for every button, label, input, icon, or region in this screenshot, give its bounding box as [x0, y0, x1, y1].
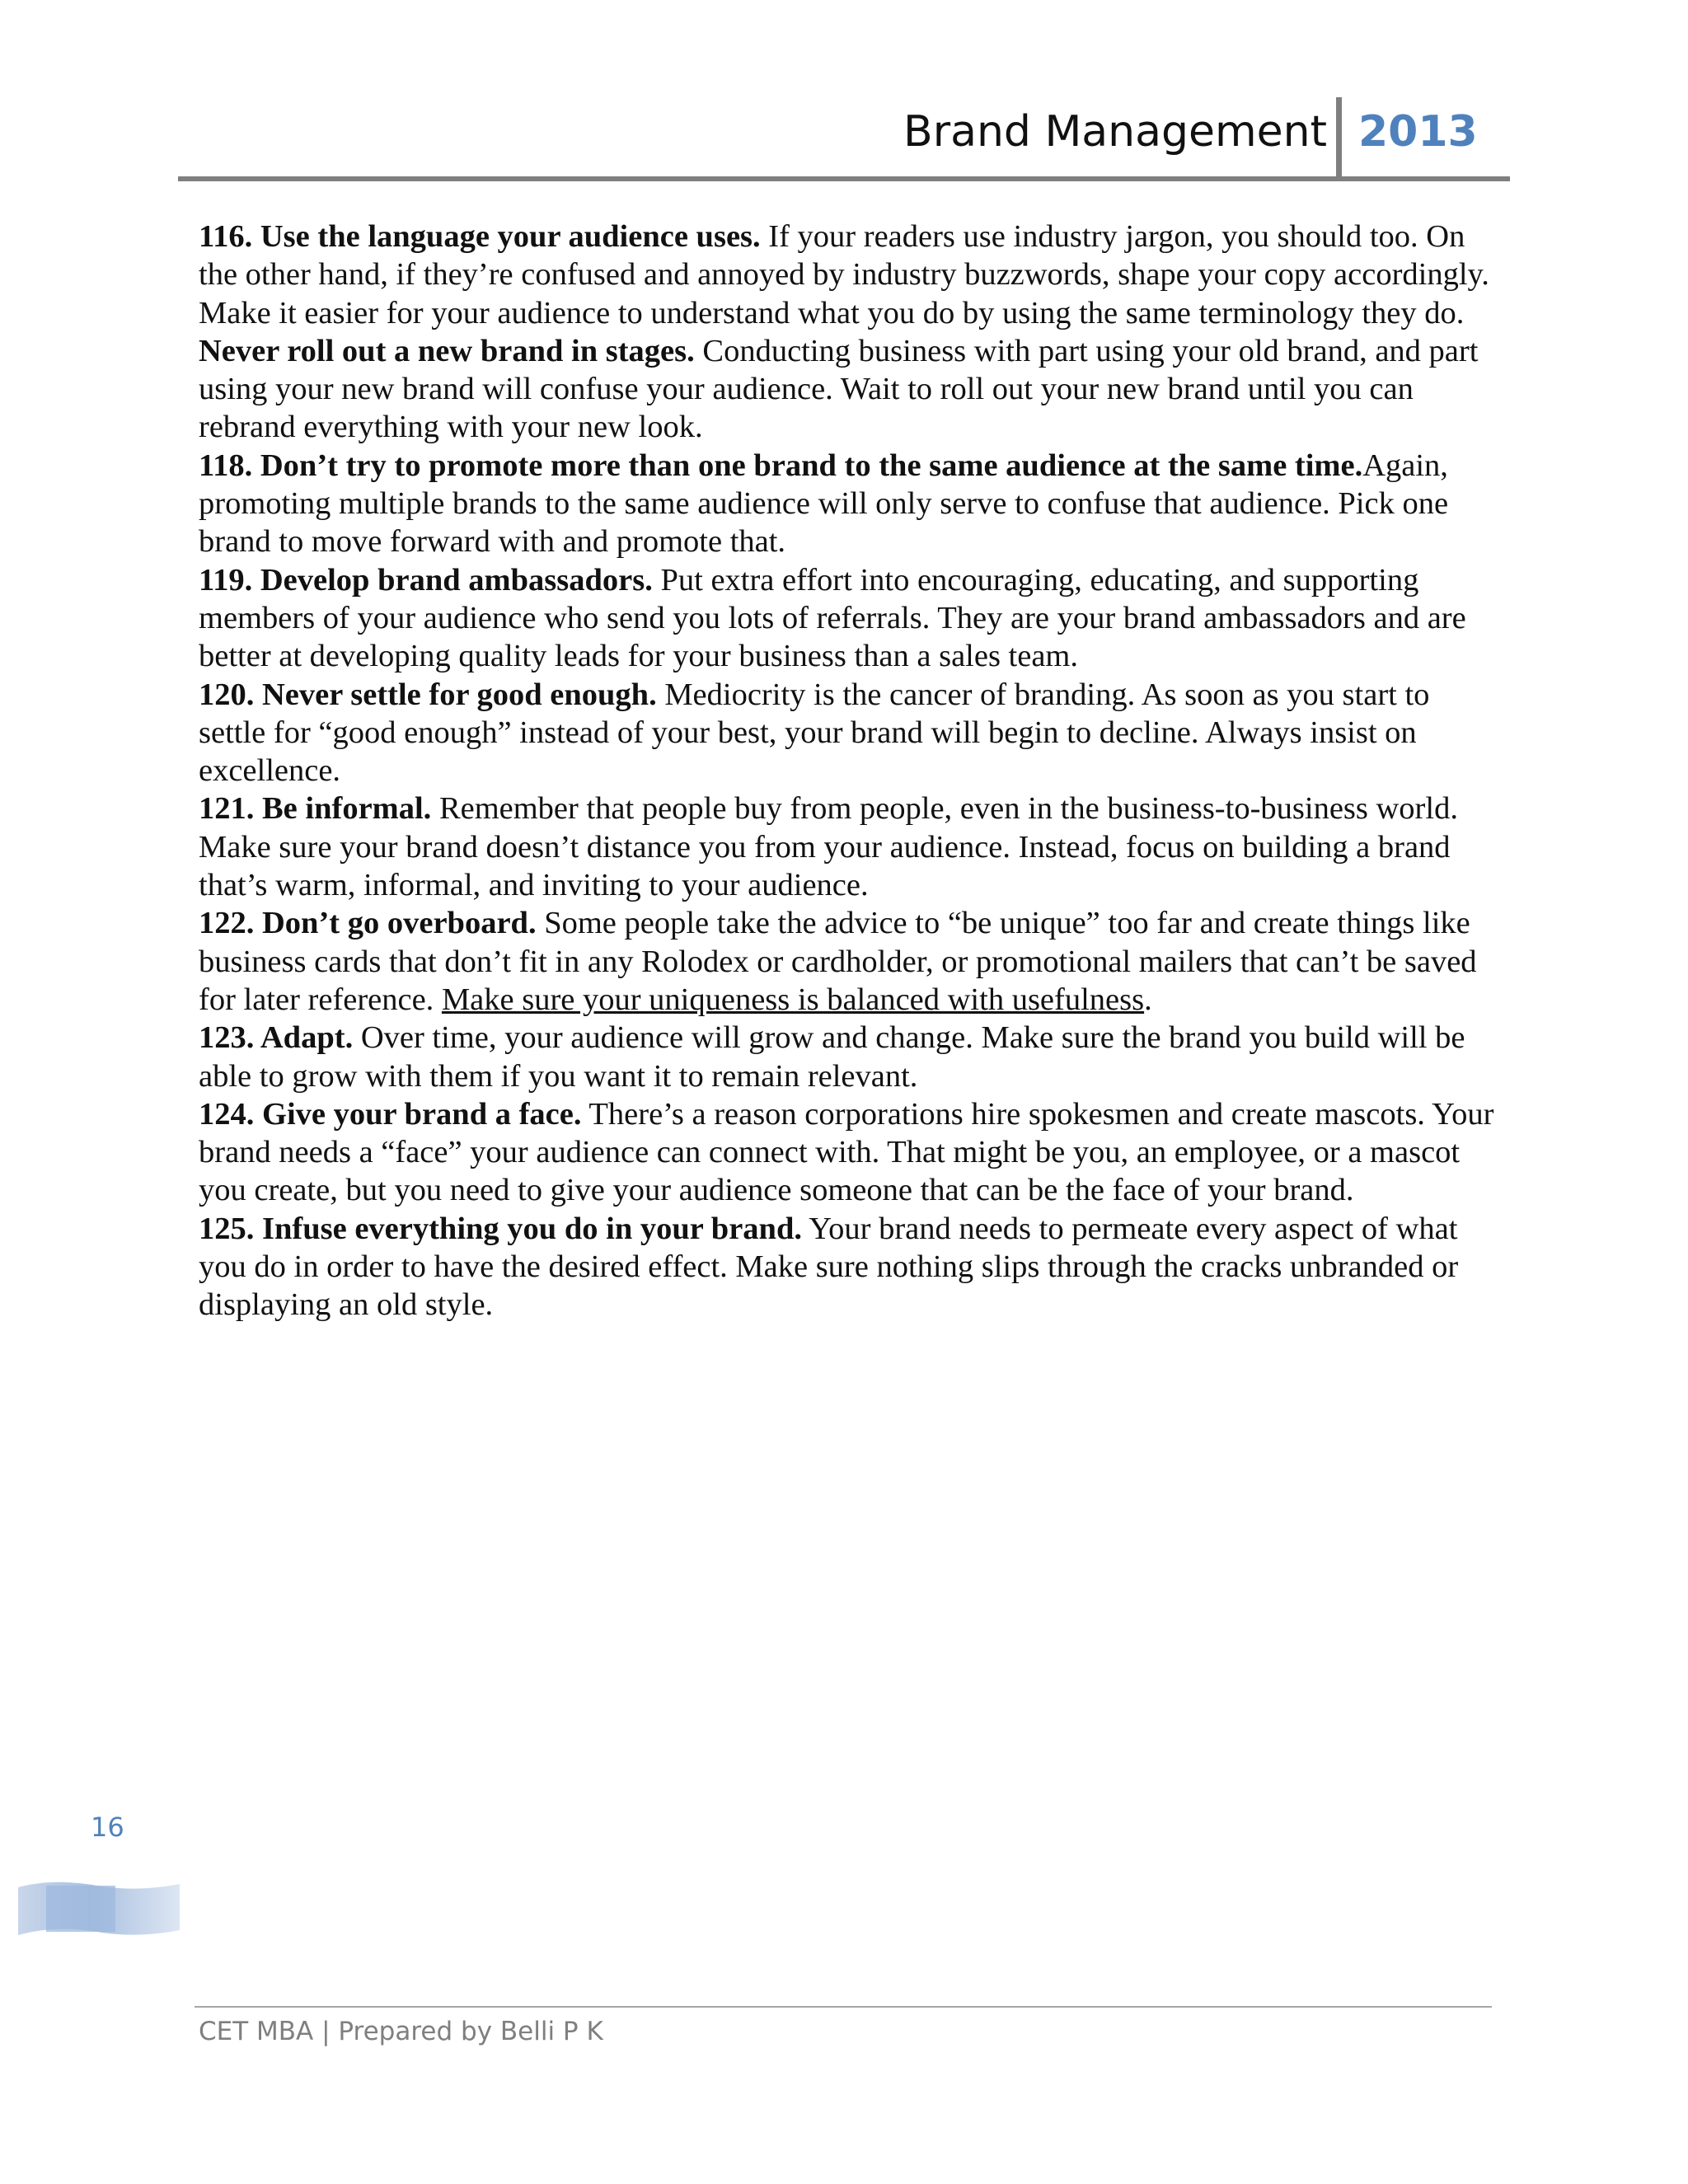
item-body: Your brand needs to permeate every aspect of what you do in order to have the desired effect. Make sure nothing slips through the cracks unbranded or displaying an old style. — [199, 1211, 1459, 1323]
list-item — [199, 904, 1501, 1019]
footer-text: CET MBA | Prepared by Belli P K — [199, 2017, 603, 2046]
item-body: Conducting business with part using your old brand, and part using your new brand will confuse your audience. Wait to roll out your new brand until you can rebrand everything with your new look. — [199, 333, 1479, 445]
item-heading: 124. Give your brand a face. — [199, 1096, 582, 1132]
item-body: Over time, your audience will grow and change. Make sure the brand you build will be able to grow with them if you want it to remain relevant. — [199, 1020, 1465, 1094]
item-body: There’s a reason corporations hire spokesmen and create mascots. Your brand needs a “face” your audience can connect with. That might be you, an employee, or a mascot you create, but you need to give your audience someone that can be the face of your brand. — [199, 1096, 1494, 1208]
list-item — [199, 790, 1501, 904]
list-item — [199, 1019, 1501, 1095]
footer-rule — [195, 2006, 1492, 2008]
list-item — [199, 218, 1501, 332]
page-tab-graphic — [18, 1879, 180, 1938]
document-year: 2013 — [1358, 107, 1478, 157]
item-tail: . — [1144, 982, 1152, 1017]
item-body: Remember that people buy from people, even in the business-to-business world. Make sure your brand doesn’t distance you from your audience. Instead, focus on building a brand that’s warm, informal, and inviting to your audience. — [199, 791, 1458, 903]
page-number: 16 — [91, 1811, 124, 1843]
item-heading: 120. Never settle for good enough. — [199, 677, 657, 712]
list-item — [199, 332, 1501, 447]
item-heading: 125. Infuse everything you do in your brand. — [199, 1211, 802, 1246]
page-header — [178, 97, 1510, 180]
list-item — [199, 676, 1501, 790]
list-item — [199, 1210, 1501, 1324]
header-rule — [178, 176, 1510, 181]
header-divider — [1336, 97, 1342, 176]
item-body: Some people take the advice to “be unique” too far and create things like business cards that don’t fit in any Rolodex or cardholder, or promotional mailers that can’t be saved for later reference. — [199, 906, 1477, 1017]
item-body: Put extra effort into encouraging, educating, and supporting members of your audience who send you lots of referrals. They are your brand ambassadors and are better at developing quality leads for your business than a sales team. — [199, 562, 1466, 674]
list-item — [199, 1095, 1501, 1210]
underlined-text: Make sure your uniqueness is balanced with usefulness — [441, 982, 1145, 1017]
body-content — [199, 218, 1501, 1324]
item-heading: 116. Use the language your audience uses. — [199, 219, 761, 254]
item-heading: Never roll out a new brand in stages. — [199, 333, 695, 368]
item-body: Again, promoting multiple brands to the same audience will only serve to confuse that audience. Pick one brand to move forward with and promote that. — [199, 448, 1449, 560]
list-item — [199, 561, 1501, 676]
item-heading: 119. Develop brand ambassadors. — [199, 562, 653, 598]
list-item — [199, 447, 1501, 561]
item-heading: 122. Don’t go overboard. — [199, 906, 537, 941]
item-heading: 118. Don’t try to promote more than one brand to the same audience at the same time. — [199, 448, 1363, 483]
item-body: If your readers use industry jargon, you should too. On the other hand, if they’re confused and annoyed by industry buzzwords, shape your copy accordingly. Make it easier for your audience to understand what you do by using the same terminology they do. — [199, 219, 1489, 330]
item-heading: 121. Be informal. — [199, 791, 432, 827]
document-title: Brand Management — [903, 107, 1327, 157]
item-heading: 123. Adapt. — [199, 1020, 354, 1056]
item-body: Mediocrity is the cancer of branding. As soon as you start to settle for “good enough” instead of your best, your brand will begin to decline. Always insist on excellence. — [199, 677, 1430, 789]
